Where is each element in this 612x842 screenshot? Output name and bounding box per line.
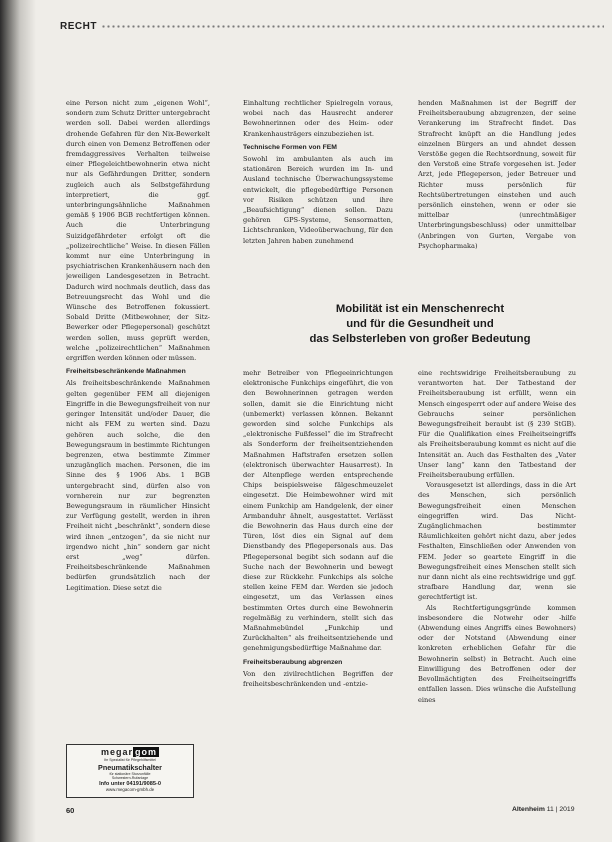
article-column-3-top [418, 98, 576, 294]
page-fold-shadow [0, 0, 36, 842]
col2-paragraph-2: Sowohl im ambulanten als auch im stationären Bereich wurden im In- und Ausland technische Überwachungssysteme entwickelt, die pflegebedürftige Personen vor Risiken schützen und ihre „Beaufsichtigung“ dienen sollen. Dazu gehören GPS-Systeme, Sensormatten, Lichtschranken, Videoüberwachung, für den letzten Jahren haben zunehmend [243, 155, 393, 245]
ad-info-phone: Info unter 04191/9085-0 [99, 780, 161, 787]
article-column-2-bottom [243, 368, 393, 798]
magazine-name: Altenheim [512, 806, 545, 813]
ad-line-2: Schwestern-Rufanlage [111, 776, 149, 781]
col2-paragraph-1: Einhaltung rechtlicher Spielregeln voraus, wobei nach das Hausrecht anderer Bewohnerinnen oder des Heim- oder Krankenhausträgers einzubeziehen ist. [243, 99, 393, 138]
page-number: 60 [66, 806, 75, 815]
ad-logo-part-b: gom [135, 747, 157, 757]
ad-line-1: für stationäre Sturzunfälle [109, 772, 151, 776]
dotted-rule [101, 25, 604, 28]
pull-quote-line-1: Mobilität ist ein Menschenrecht [335, 303, 505, 315]
col3-paragraph-1: henden Maßnahmen ist der Begriff der Freiheitsberaubung abzugrenzen, der seine Verankerung im Strafrecht findet. Das Strafrecht knüpft an die Handlung jedes einzelnen Bürgers an und ahndet dessen Verstöße gegen die Rechtsordnung, soweit für den Verstoß eine Strafe vorgesehen ist. Jeder Arzt, jede Pflegeperson, jeder Betreuer und Richter muss persönlich für Rechtsübertretungen einstehen und auch persönlich einstehen, wenn er oder sie mittelbar (unrechtmäßiger Unterbringungsbeschluss) oder unmittelbar (Anbringen von Gurten, Vergabe von Psychopharmaka) [418, 99, 576, 250]
col2-subheading: Technische Formen von FEM [243, 143, 337, 151]
article-column-2-top [243, 98, 393, 294]
ad-website-link[interactable]: www.megacom-gmbh.de [105, 786, 155, 792]
magazine-footer [512, 806, 574, 813]
ad-tagline: Ihr Spezialist für Pflegehilfsmittel [104, 758, 156, 762]
pull-quote-line-2: und für die Gesundheit und [346, 317, 494, 330]
ad-logo-part-a: megar [100, 747, 133, 757]
section-header [60, 18, 604, 34]
pull-quote [260, 302, 580, 346]
ad-title: Pneumatikschalter [98, 763, 162, 772]
col2b-subheading: Freiheitsberaubung abgrenzen [243, 658, 343, 666]
col3b-paragraph-3: Als Rechtfertigungsgründe kommen insbesondere die Notwehr oder -hilfe (Abwendung eines Angriffs eines Bewohners) oder der Notstand (Abwendung einer konkreten erheblichen Gefahr für die Bewohnerin selbst) in Betracht. Auch eine Einwilligung des Betroffenen oder der Bevollmächtigten des Freiheitseingriffs entfallen lassen. Dies wünsche die Aufstellung eines [418, 603, 576, 704]
article-column-3-bottom [418, 368, 576, 798]
col1-paragraph-1: eine Person nicht zum „eigenen Wohl“, sondern zum Schutz Dritter untergebracht werden soll. Dabei werden allerdings drohende Gefahren für den Nix-Bewerkelt durch einen von Demenz Betroffenen oder fremdaggressives Verhalten teilweise einer Pflegeleichtbewohnerin etwa nicht nur als Gefährdungen Dritter, sondern zugleich auch als Selbstgefährdung interpretiert, die ggf. unterbringungsähnliche Maßnahmen gemäß § 1906 BGB rechtfertigen können. Auch die Unterbringung Suizidgefährdeter erfolgt oft die „polizeirechtliche“ Weise. In diesen Fällen kommt nur eine Unterbringung in psychiatrischen Krankenhäusern nach den jeweiligen Landesgesetzen in Betracht. Dadurch wird nochmals deutlich, dass das Betreuungsrecht das Wohl und die Wünsche des Betroffenen fokussiert. Sobald Dritte (Mitbewohner, der Sitz-Bewerker oder Pflegepersonal) geschützt werden sollen, muss geprüft werden, welche „polizeirechtlichen“ Maßnahmen ergriffen werden können oder müssen. [66, 99, 210, 363]
col2b-paragraph-1: mehr Betreiber von Pflegeeinrichtungen elektronische Funkchips eingeführt, die von den Bewohnerinnen getragen werden sollen, damit sie die Einrichtung nicht (unbemerkt) verlassen können. Bekannt geworden sind solche Funkchips als „elektronische Fußfessel“ die im Strafrecht als Sonderform der freiheitsentziehenden Maßnahmen Haftstrafen ersetzen sollen (elektronisch überwachter Hausarrest). In der Altenpflege werden entsprechende Chips beispielsweise fälgeschmeuzelet eingesetzt. Die Heimbewohner wird mit einem Funkchip am Handgelenk, der einer Armbanduhr ähnelt, ausgestattet. Verlässt die Bewohnerin das Haus durch eine der Türen, löst dies ein Signal auf dem Dienstbandy des Pflegepersonals aus. Das Pflegepersonal begibt sich sodann auf die Suche nach der Bewohnerin und bewegt diese zur Rückkehr. Funkchips als solche stellen keine FEM dar. Werden sie jedoch eingesetzt, um das Verlassen eines bestimmten Ortes durch eine Bewohnerin regelmäßig zu verhindern, stellt sich das Maßnahmebündel „Funkchip und Zurückhalten“ als freiheitsentziehende und genehmigungsbedürftige Maßnahme dar. [243, 369, 393, 653]
article-column-1 [66, 98, 210, 736]
section-label: RECHT [60, 20, 97, 32]
col1-paragraph-2: Als freiheitsbeschränkende Maßnahmen gelten gegenüber FEM all diejenigen Eingriffe in die Bewegungsfreiheit von nur geringer Intensität und/oder Dauer, die nicht als FEM zu werten sind. Dazu gehören auch solche, die den Bewegungsraum in bestimmte Richtungen begrenzen, etwa bestimmte Zimmer unzugänglich machen. Personen, die im Sinne des § 1906 Abs. 1 BGB untergebracht sind, dürfen also von vornherein nur zur begrenzten Bewegungsraum in räumlicher Hinsicht zur Verfügung gestellt, werden in ihren Freiheit nicht „beschränkt“, sondern diese wird ihnen „entzogen“, da sie nicht nur irgendwo nicht „hin“ sondern gar nicht erst „weg“ dürfen. Freiheitsbeschränkende Maßnahmen bedürfen grundsätzlich nach der Legitimation. Diese setzt die [66, 379, 210, 592]
col2b-paragraph-2: Von den zivilrechtlichen Begriffen der freiheitsbeschränkenden und -entzie- [243, 669, 393, 689]
col3b-paragraph-1: eine rechtswidrige Freiheitsberaubung zu verantworten hat. Der Tatbestand der Freiheitsberaubung ist erfüllt, wenn ein Mensch eingesperrt oder auf andere Weise des Gebrauchs seiner persönlichen Bewegungsfreiheit beraubt ist (§ 239 StGB). Für die Qualifikation eines Freiheitseingriffs als Freiheitsberaubung kommt es nicht auf die Intensität an. Auch das Festhalten des „Vater Unser lang“ kann den Tatbestand der Freiheitsberaubung erfüllen. [418, 369, 576, 480]
advertisement[interactable] [66, 744, 194, 798]
pull-quote-line-3: das Selbsterleben von großer Bedeutung [309, 332, 531, 345]
ad-logo [67, 747, 193, 757]
col1-subheading: Freiheitsbeschränkende Maßnahmen [66, 368, 186, 376]
issue-number: 11 | 2019 [546, 806, 575, 813]
col3b-paragraph-2: Vorausgesetzt ist allerdings, dass in die Art des Menschen, sich persönlich Bewegungsfreiheit einen Menschen eingegriffen wird. Das Nicht-Zugänglichmachen bestimmter Räumlichkeiten gehört nicht dazu, aber jedes Festhalten, Einschließen oder Anwenden von FEM. Jeder so geartete Eingriff in die Bewegungsfreiheit eines Menschen stellt sich nur dann nicht als eine rechtswidrige und ggf. strafbare Handlung dar, wenn sie gerechtfertigt ist. [418, 481, 576, 602]
